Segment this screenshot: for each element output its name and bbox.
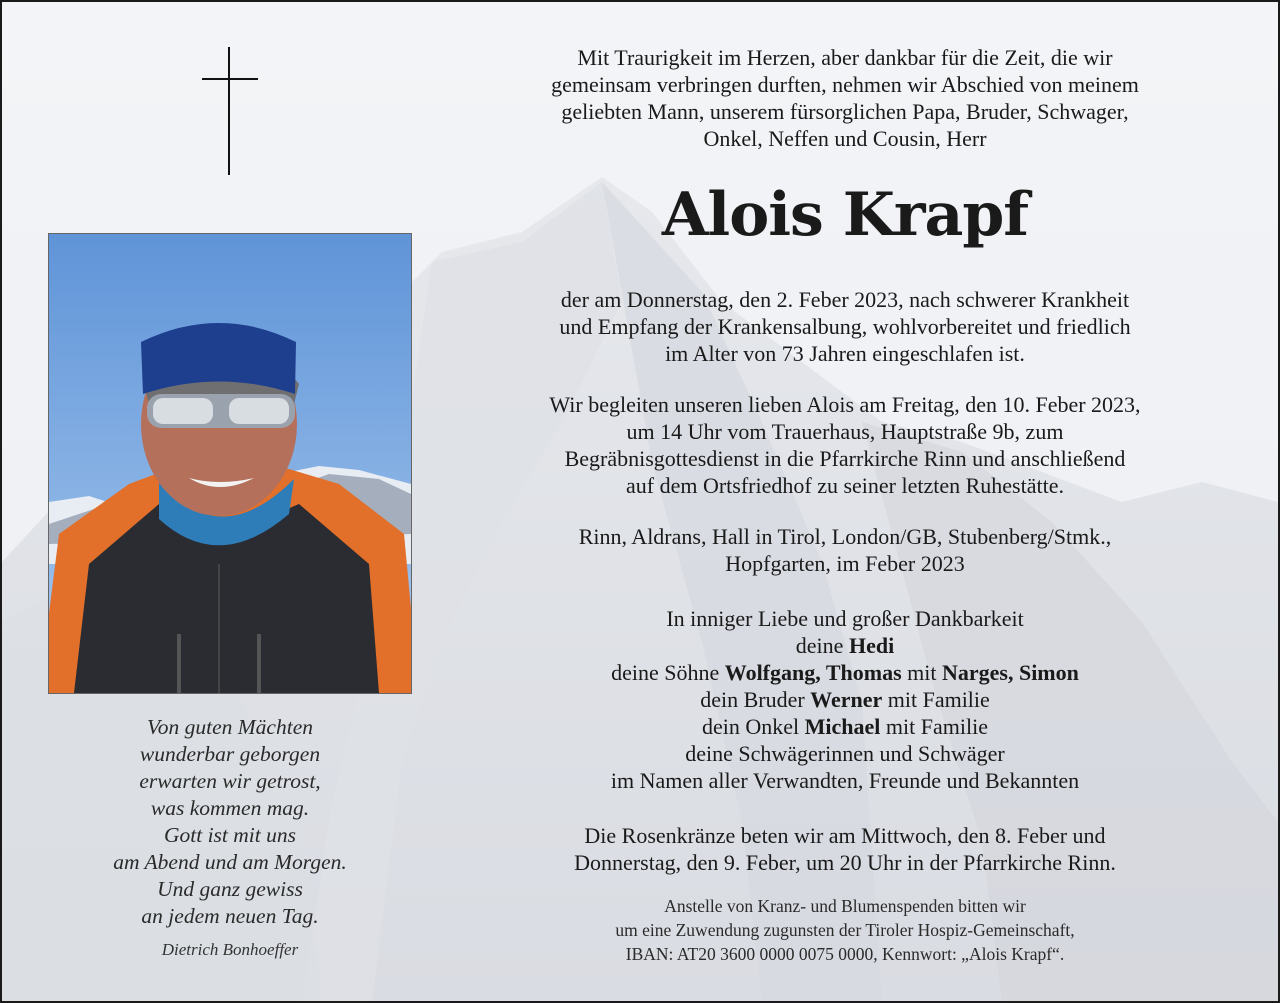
intro-line: Mit Traurigkeit im Herzen, aber dankbar für die Zeit, die wir	[577, 45, 1113, 70]
intro-line: geliebten Mann, unserem fürsorglichen Papa, Bruder, Schwager,	[561, 99, 1129, 124]
quote-line: Von guten Mächten	[147, 715, 313, 739]
funeral-line: Wir begleiten unseren lieben Alois am Freitag, den 10. Feber 2023,	[549, 392, 1141, 417]
funeral-paragraph	[460, 391, 1230, 499]
quote-author: Dietrich Bonhoeffer	[161, 940, 299, 959]
deceased-name: Alois Krapf	[661, 180, 1029, 250]
bonhoeffer-quote	[42, 714, 418, 963]
mourner-wife: deine Hedi	[795, 633, 895, 658]
cross-icon	[202, 47, 258, 175]
mourners-paragraph	[460, 605, 1230, 794]
portrait-photo	[48, 233, 412, 694]
quote-line: Und ganz gewiss	[157, 877, 303, 901]
intro-line: Onkel, Neffen und Cousin, Herr	[703, 126, 987, 151]
death-line: im Alter von 73 Jahren eingeschlafen ist.	[665, 341, 1025, 366]
mourner-inlaws: deine Schwägerinnen und Schwäger	[685, 741, 1005, 766]
mourners-intro: In inniger Liebe und großer Dankbarkeit	[666, 606, 1024, 631]
funeral-line: Begräbnisgottesdienst in die Pfarrkirche Rinn und anschließend	[564, 446, 1126, 471]
quote-line: Gott ist mit uns	[163, 823, 296, 847]
rosary-paragraph	[460, 822, 1230, 876]
notice-text	[460, 44, 1230, 966]
intro-paragraph	[460, 44, 1230, 152]
place-line: Rinn, Aldrans, Hall in Tirol, London/GB, Stubenberg/Stmk.,	[578, 524, 1112, 549]
donation-paragraph	[460, 894, 1230, 966]
mourner-uncle: dein Onkel Michael mit Familie	[702, 714, 988, 739]
mourner-sons: deine Söhne Wolfgang, Thomas mit Narges, Simon	[611, 660, 1079, 685]
rosary-line: Donnerstag, den 9. Feber, um 20 Uhr in der Pfarrkirche Rinn.	[574, 850, 1116, 875]
rosary-line: Die Rosenkränze beten wir am Mittwoch, den 8. Feber und	[584, 823, 1106, 848]
funeral-line: um 14 Uhr vom Trauerhaus, Hauptstraße 9b, zum	[626, 419, 1064, 444]
funeral-line: auf dem Ortsfriedhof zu seiner letzten Ruhestätte.	[625, 473, 1064, 498]
quote-line: an jedem neuen Tag.	[141, 904, 319, 928]
mourner-brother: dein Bruder Werner mit Familie	[700, 687, 990, 712]
donation-line: IBAN: AT20 3600 0000 0075 0000, Kennwort: „Alois Krapf“.	[625, 944, 1065, 964]
donation-line: Anstelle von Kranz- und Blumenspenden bitten wir	[664, 896, 1026, 916]
mourner-relatives: im Namen aller Verwandten, Freunde und Bekannten	[610, 768, 1080, 793]
quote-line: erwarten wir getrost,	[139, 769, 321, 793]
quote-line: am Abend und am Morgen.	[113, 850, 347, 874]
quote-line: was kommen mag.	[150, 796, 310, 820]
death-line: der am Donnerstag, den 2. Feber 2023, nach schwerer Krankheit	[560, 287, 1130, 312]
death-line: und Empfang der Krankensalbung, wohlvorbereitet und friedlich	[559, 314, 1131, 339]
intro-line: gemeinsam verbringen durften, nehmen wir Abschied von meinem	[551, 72, 1139, 97]
place-line: Hopfgarten, im Feber 2023	[725, 551, 965, 576]
quote-line: wunderbar geborgen	[139, 742, 321, 766]
donation-line: um eine Zuwendung zugunsten der Tiroler Hospiz-Gemeinschaft,	[615, 920, 1075, 940]
death-paragraph	[460, 286, 1230, 367]
place-paragraph	[460, 523, 1230, 577]
